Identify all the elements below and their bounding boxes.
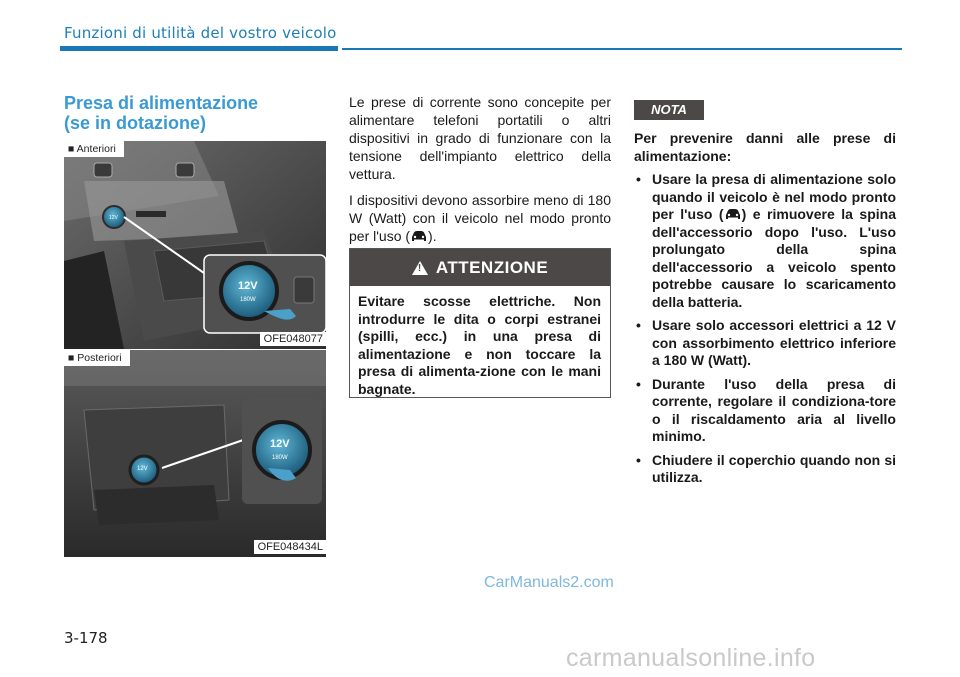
note-list [634,171,896,487]
body-paragraph-1: Le prese di corrente sono concepite per alimentare telefoni portatili o altri dispositivi in grado di funzionare con la tensione dell'impianto elettrico della vettura. [349,94,611,182]
header-rule-thin [342,48,902,50]
header-rule-thick [60,46,338,51]
body-paragraph-2-text: I dispositivi devono assorbire meno di 180 W (Watt) con il veicolo nel modo pronto per l'uso ( [349,192,611,244]
svg-text:12V: 12V [137,466,148,472]
front-figure-code: OFE048077 [260,332,326,346]
note-item-3: • Durante l'uso della presa di corrente, regolare il condiziona-tore o il riscaldamento aria al livello minimo. [634,376,896,446]
note-item-4: • Chiudere il coperchio quando non si utilizza. [634,452,896,487]
chapter-title: Funzioni di utilità del vostro veicolo [64,24,337,42]
rear-outlet-photo [64,350,326,557]
watermark-link[interactable]: CarManuals2.com [484,574,614,591]
section-title-line2: (se in dotazione) [64,113,207,133]
front-caption: ■ Anteriori [64,141,124,157]
front-console-illustration [64,141,326,349]
caution-box [349,248,611,398]
note-item-1 [634,171,896,311]
rear-socket-power: 180W [272,455,288,461]
body-paragraph-2-end: ). [428,228,437,244]
section-title [64,93,334,133]
body-text [349,93,611,253]
note-item-1-text: Usare la presa di alimentazione solo quando il veicolo è nel modo pronto per l'uso ( [652,171,896,222]
body-paragraph-2 [349,191,611,245]
rear-caption: ■ Posteriori [64,350,130,366]
caution-header [350,249,610,286]
note-content [634,130,896,493]
page-number: 3-178 [64,629,108,647]
bottom-watermark: carmanualsonline.info [566,644,816,672]
svg-text:12V: 12V [109,215,118,221]
note-item-2: • Usare solo accessori elettrici a 12 V con assorbimento elettrico inferiore a 180 W (Watt). [634,317,896,370]
bottom-band [0,643,960,677]
note-lead: Per prevenire danni alle prese di alimentazione: [634,130,896,164]
section-title-line1: Presa di alimentazione [64,93,259,113]
car-ready-icon [410,230,428,243]
rear-console-illustration [64,350,326,557]
car-ready-icon [724,208,742,221]
caution-title: ATTENZIONE [435,257,549,277]
note-item-1-end: ) e rimuovere la spina dell'accessorio dopo l'uso. L'uso prolungato della spina dell'accessorio a veicolo spento potrebbe causare lo scaricamento della batteria. [652,206,896,310]
front-outlet-photo [64,141,326,349]
caution-text: Evitare scosse elettriche. Non introdurre le dita o corpi estranei (spilli, ecc.) in una presa di alimentazione e non toccare la presa di alimenta-zione con le mani bagnate. [358,293,601,397]
note-badge: NOTA [634,100,704,120]
front-socket-label: 12V [238,280,258,292]
front-socket-power: 180W [240,297,256,303]
warning-triangle-icon: ! [412,261,428,275]
rear-figure-code: OFE048434L [254,540,326,554]
rear-socket-label: 12V [270,438,290,450]
